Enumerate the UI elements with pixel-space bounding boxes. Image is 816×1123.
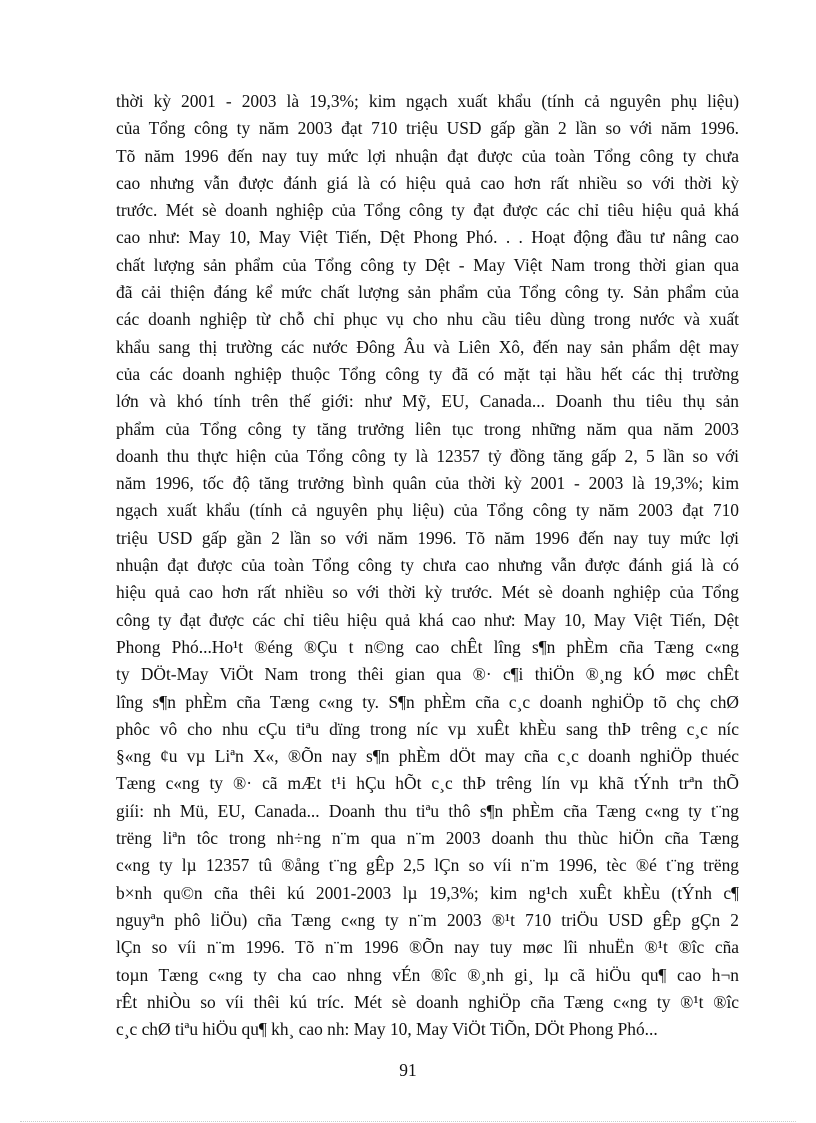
page-number: 91 — [399, 1060, 417, 1080]
text-line: b×nh qu©n cña thêi kú 2001-2003 lµ 19,3%; kim ng¹ch xuÊt khÈu (tÝnh c¶ — [116, 882, 739, 903]
text-line: ngạch xuất khẩu (tính cả nguyên phụ liệu) của Tổng công ty năm 2003 đạt 710 — [116, 500, 739, 521]
text-line: của các doanh nghiệp thuộc Tổng công ty đã có mặt tại hầu hết các thị trường — [116, 363, 739, 384]
text-line: rÊt nhiÒu so víi thêi kú tríc. Mét sè doanh nghiÖp cña Tæng c«ng ty ®¹t ®îc — [116, 991, 739, 1012]
text-line: năm 1996, tốc độ tăng trưởng bình quân của thời kỳ 2001 - 2003 là 19,3%; kim — [116, 473, 739, 494]
text-line: Tæng c«ng ty ®· cã mÆt t¹i hÇu hÕt c¸c thÞ trêng lín vµ khã tÝnh trªn thÕ — [116, 773, 739, 794]
text-line: trëng liªn tôc trong nh÷ng n¨m qua n¨m 2003 doanh thu thùc hiÖn cña Tæng — [116, 828, 739, 849]
text-line: triệu USD gấp gần 2 lần so với năm 1996. Tõ năm 1996 đến nay tuy mức lợi — [116, 527, 739, 548]
text-line: các doanh nghiệp từ chỗ chỉ phục vụ cho nhu cầu tiêu dùng trong nước và xuất — [116, 309, 739, 330]
text-line: c«ng ty lµ 12357 tû ®ång t¨ng gÊp 2,5 lÇn so víi n¨m 1996, tèc ®é t¨ng trëng — [116, 855, 739, 876]
text-line: lîng s¶n phÈm cña Tæng c«ng ty. S¶n phÈm cña c¸c doanh nghiÖp tõ chç chØ — [116, 691, 739, 712]
text-line: của Tổng công ty năm 2003 đạt 710 triệu USD gấp gần 2 lần so với năm 1996. — [116, 118, 739, 139]
text-line: giíi: nh Mü, EU, Canada... Doanh thu tiªu thô s¶n phÈm cña Tæng c«ng ty t¨ng — [116, 800, 739, 821]
text-line: ty DÖt-May ViÖt Nam trong thêi gian qua ®· c¶i thiÖn ®¸ng kÓ møc chÊt — [116, 664, 739, 685]
text-line: lÇn so víi n¨m 1996. Tõ n¨m 1996 ®Õn nay tuy møc lîi nhuËn ®¹t ®îc cña — [116, 937, 739, 958]
text-line: đã cải thiện đáng kể mức chất lượng sản phẩm của Tổng công ty. Sản phẩm của — [116, 282, 739, 303]
text-line: trước. Mét sè doanh nghiệp của Tổng công ty đạt được các chỉ tiêu hiệu quả khá — [116, 200, 739, 221]
text-line: c¸c chØ tiªu hiÖu qu¶ kh¸ cao nh: May 10, May ViÖt TiÕn, DÖt Phong Phó... — [116, 1019, 658, 1040]
text-line: nhuận đạt được của toàn Tổng công ty chưa cao nhưng vẫn được đánh giá là có — [116, 555, 739, 576]
text-line: cao như: May 10, May Việt Tiến, Dệt Phong Phó. . . Hoạt động đầu tư nâng cao — [116, 227, 739, 248]
text-line: toµn Tæng c«ng ty cha cao nhng vÉn ®îc ®¸nh gi¸ lµ cã hiÖu qu¶ cao h¬n — [116, 964, 739, 985]
text-line: lớn và khó tính trên thế giới: như Mỹ, EU, Canada... Doanh thu tiêu thụ sản — [116, 391, 739, 412]
text-line: nguyªn phô liÖu) cña Tæng c«ng ty n¨m 2003 ®¹t 710 triÖu USD gÊp gÇn 2 — [116, 909, 739, 930]
text-line: cao nhưng vẫn được đánh giá là có hiệu quả cao hơn rất nhiều so với thời kỳ — [116, 172, 739, 193]
text-line: công ty đạt được các chỉ tiêu hiệu quả khá cao như: May 10, May Việt Tiến, Dệt — [116, 609, 739, 630]
body-text — [116, 88, 739, 1043]
text-line: doanh thu thực hiện của Tổng công ty là 12357 tỷ đồng tăng gấp 2, 5 lần so với — [116, 445, 739, 466]
text-line: Tõ năm 1996 đến nay tuy mức lợi nhuận đạt được của toàn Tổng công ty chưa — [116, 145, 739, 166]
text-line: Phong Phó...Ho¹t ®éng ®Çu t n©ng cao chÊt lîng s¶n phÈm cña Tæng c«ng — [116, 636, 739, 657]
text-line: khẩu sang thị trường các nước Đông Âu và Liên Xô, đến nay sản phẩm dệt may — [116, 336, 739, 357]
text-line: chất lượng sản phẩm của Tổng công ty Dệt - May Việt Nam trong thời gian qua — [116, 254, 739, 275]
text-line: §«ng ¢u vµ Liªn X«, ®Õn nay s¶n phÈm dÖt may cña c¸c doanh nghiÖp thuéc — [116, 746, 739, 767]
text-line: phẩm của Tổng công ty tăng trưởng liên tục trong những năm qua năm 2003 — [116, 418, 739, 439]
text-line: hiệu quả cao hơn rất nhiều so với thời kỳ trước. Mét sè doanh nghiệp của Tổng — [116, 582, 739, 603]
text-line: thời kỳ 2001 - 2003 là 19,3%; kim ngạch xuất khẩu (tính cả nguyên phụ liệu) — [116, 91, 739, 111]
page-bottom-divider — [20, 1121, 796, 1122]
text-line: phôc vô cho nhu cÇu tiªu dïng trong níc vµ xuÊt khÈu sang thÞ trêng c¸c níc — [116, 718, 739, 739]
